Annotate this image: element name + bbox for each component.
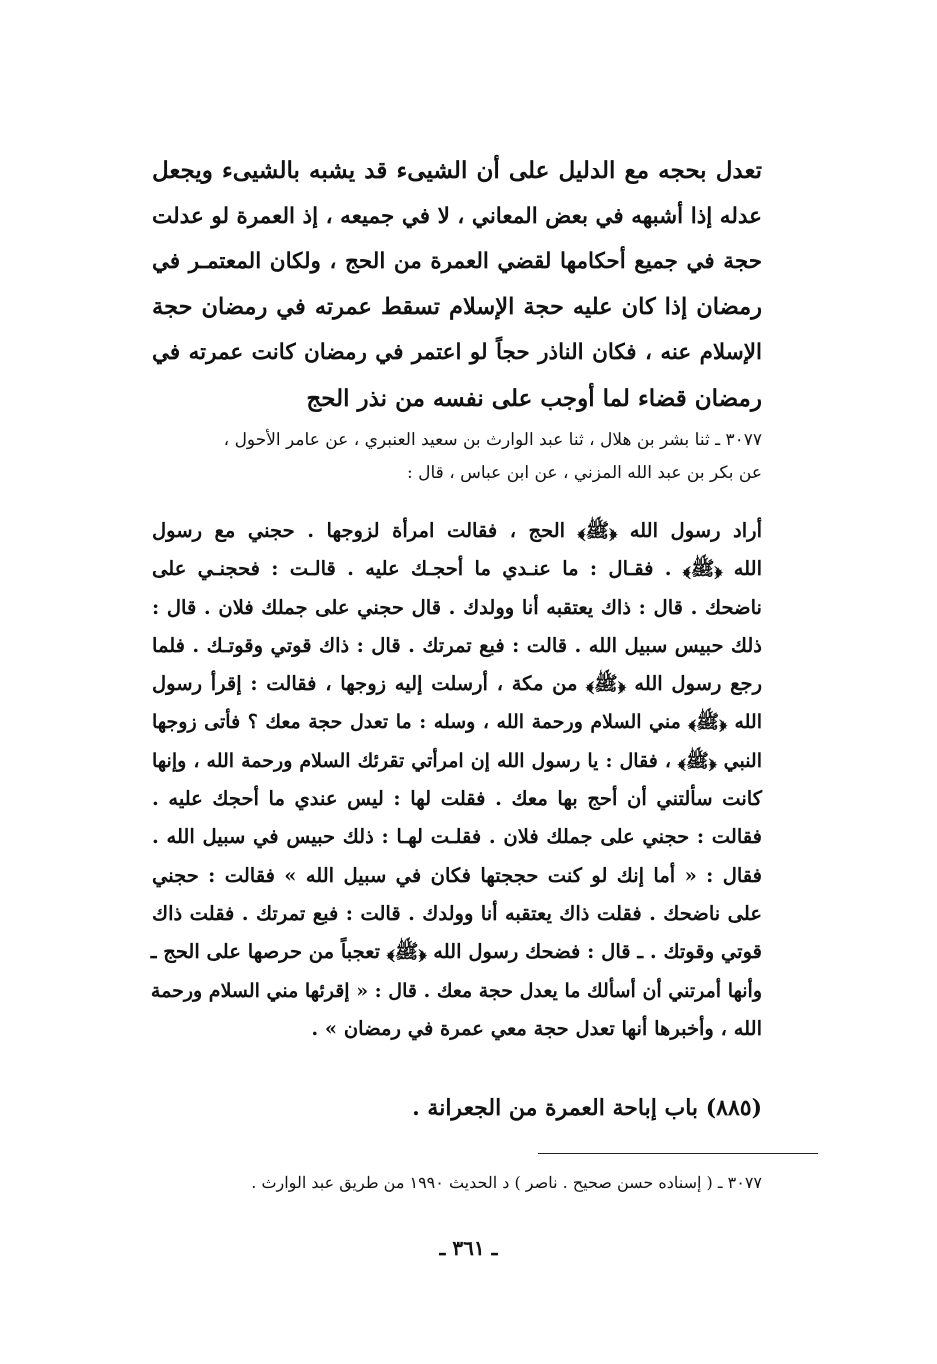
chapter-heading — [152, 1088, 762, 1128]
intro-line: الإسلام عنه ، فكان الناذر حجاً لو اعتمر في رمضان كانت عمرته في — [152, 340, 762, 365]
isnad-line: عن بكر بن عبد الله المزني ، عن ابن عباس ، قال : — [407, 463, 762, 483]
hadith-line: أراد رسول الله ﴿ﷺ﴾ الحج ، فقالت امرأة لزوجها . حجني مع رسول — [152, 519, 762, 542]
hadith-line: النبي ﴿ﷺ﴾ ، فقال : يا رسول الله إن امرأتي تقرئك السلام ورحمة الله ، وإنها — [152, 749, 762, 772]
hadith-line: رجع رسول الله ﴿ﷺ﴾ من مكة ، أرسلت إليه زوجها ، فقالت : إقرأ رسول — [152, 672, 762, 696]
footnote-divider — [538, 1153, 818, 1154]
page-number: ـ ٣٦١ ـ — [439, 1236, 498, 1260]
footnote-text: ٣٠٧٧ ـ ( إسناده حسن صحيح . ناصر ) د الحديث ١٩٩٠ من طريق عبد الوارث . — [251, 1173, 762, 1192]
hadith-line: ذلك حبيس سبيل الله . قالت : فبع تمرتك . قال : ذاك قوتي وقوتـك . فلما — [152, 633, 762, 657]
hadith-isnad — [102, 424, 762, 490]
hadith-line: وأنها أمرتني أن أسألك ما يعدل حجة معك . قال : « إقرئها مني السلام ورحمة — [150, 979, 762, 1002]
hadith-line: الله ﴿ﷺ﴾ . فقـال : ما عنـدي ما أحجـك عليه . قالـت : فحجنـي على — [152, 557, 762, 581]
hadith-line: ناضحك . قال : ذاك يعتقبه أنا وولدك . قال حجني على جملك فلان . قال : — [152, 595, 762, 619]
hadith-line: كانت سألتني أن أحج بها معك . فقلت لها : ليس عندي ما أحجك عليه . — [152, 787, 762, 811]
hadith-line: الله ، وأخبرها أنها تعدل حجة معي عمرة في رمضان » . — [311, 1016, 762, 1040]
intro-line: رمضان إذا كان عليه حجة الإسلام تسقط عمرته في رمضان حجة — [152, 293, 762, 320]
hadith-line: فقالت : حجني على جملك فلان . فقلـت لهـا : ذلك حبيس في سبيل الله . — [152, 825, 762, 849]
intro-line: حجة في جميع أحكامها لقضي العمرة من الحج ، ولكان المعتمـر في — [152, 249, 762, 274]
intro-line: رمضان قضاء لما أوجب على نفسه من نذر الحج — [306, 384, 762, 412]
isnad-line: ٣٠٧٧ ـ ثنا بشر بن هلال ، ثنا عبد الوارث بن سعيد العنبري ، عن عامر الأحول ، — [223, 430, 762, 450]
intro-line: عدله إذا أشبهه في بعض المعاني ، لا في جميعه ، إذ العمرة لو عدلت — [152, 203, 762, 229]
hadith-line: فقال : « أما إنك لو كنت حججتها فكان في سبيل الله » فقالت : حجني — [152, 863, 762, 887]
hadith-line: الله ﴿ﷺ﴾ مني السلام ورحمة الله ، وسله : ما تعدل حجة معك ؟ فأتى زوجها — [152, 711, 762, 734]
footnote — [152, 1168, 762, 1198]
hadith-line: قوتي وقوتك . ـ قال : فضحك رسول الله ﴿ﷺ﴾ تعجباً من حرصها على الحج ـ — [150, 940, 762, 964]
hadith-text — [152, 512, 762, 1048]
hadith-line: على ناضحك . فقلت ذاك يعتقبه أنا وولدك . قالت : فبع تمرتك . فقلت ذاك — [152, 901, 762, 925]
intro-paragraph — [152, 148, 762, 421]
intro-line: تعدل بحجه مع الدليل على أن الشيىء قد يشبه بالشيىء ويجعل — [152, 157, 762, 184]
chapter-title: (٨٨٥) باب إباحة العمرة من الجعرانة . — [412, 1095, 762, 1121]
